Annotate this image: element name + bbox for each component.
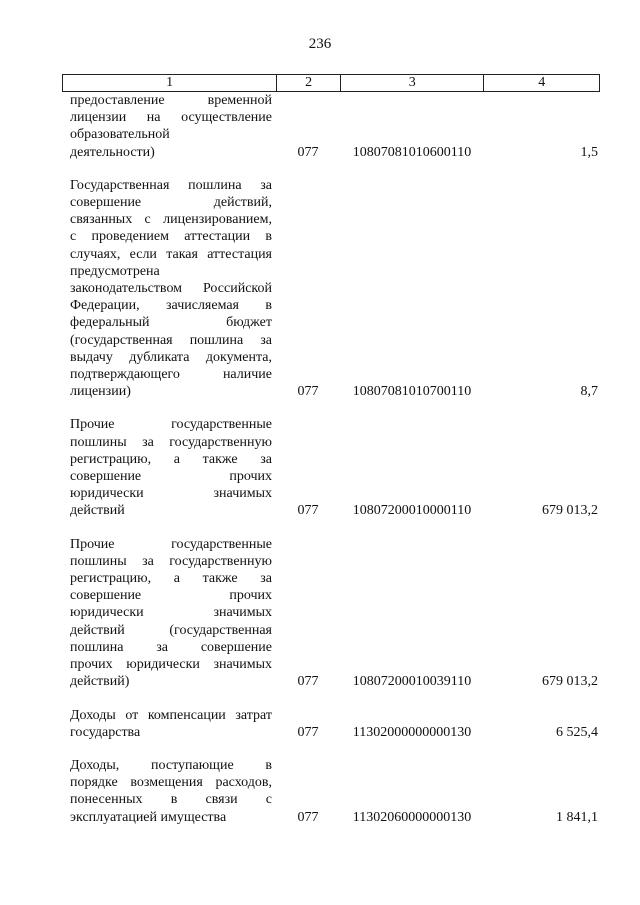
description-line: связанных с лицензированием, — [70, 212, 272, 228]
row-budget-code: 10807200010000110 — [352, 503, 472, 519]
column-header-4: 4 — [483, 75, 599, 91]
table-row — [62, 92, 600, 161]
row-description — [62, 416, 276, 519]
description-line: пошлина за совершение — [70, 639, 272, 655]
row-amount: 679 013,2 — [542, 674, 598, 690]
description-line: лицензии) — [70, 384, 131, 400]
description-line: Федерации, зачисляемая в — [70, 298, 272, 314]
description-line: юридически значимых — [70, 605, 272, 621]
description-line: эксплуатацией имущества — [70, 809, 227, 825]
description-line: действий) — [70, 674, 130, 690]
column-header-2: 2 — [276, 75, 340, 91]
row-budget-code: 11302060000000130 — [352, 809, 472, 825]
page-number: 236 — [308, 36, 332, 52]
row-description — [62, 536, 276, 691]
description-line: совершение прочих — [70, 588, 272, 604]
row-budget-code: 11302000000000130 — [352, 724, 472, 740]
description-line: совершение действий, — [70, 195, 272, 211]
description-line: образовательной — [70, 127, 170, 143]
row-amount: 679 013,2 — [542, 503, 598, 519]
description-line: юридически значимых — [70, 486, 272, 502]
description-line: деятельности) — [70, 144, 155, 160]
description-line: законодательством Российской — [70, 281, 272, 297]
description-line: Доходы, поступающие в — [70, 757, 272, 773]
description-line: регистрацию, а также за — [70, 571, 272, 587]
description-line: Прочие государственные — [70, 417, 272, 433]
column-header-3: 3 — [340, 75, 483, 91]
row-admin-code: 077 — [297, 384, 319, 400]
row-admin-code: 077 — [297, 724, 319, 740]
description-line: регистрацию, а также за — [70, 451, 272, 467]
row-description — [62, 92, 276, 161]
row-description — [62, 757, 276, 826]
row-budget-code: 10807200010039110 — [352, 674, 472, 690]
description-line: действий — [70, 503, 125, 519]
description-line: пошлины за государственную — [70, 553, 272, 569]
description-line: подтверждающего наличие — [70, 367, 272, 383]
row-budget-code: 10807081010600110 — [352, 144, 472, 160]
table-row — [62, 536, 600, 691]
description-line: с проведением аттестации в — [70, 229, 272, 245]
description-line: Прочие государственные — [70, 536, 272, 552]
row-amount: 1,5 — [580, 144, 598, 160]
description-line: (государственная пошлина за — [70, 332, 272, 348]
row-admin-code: 077 — [297, 809, 319, 825]
row-admin-code: 077 — [297, 674, 319, 690]
table-row — [62, 707, 600, 741]
row-amount: 8,7 — [580, 384, 598, 400]
row-admin-code: 077 — [297, 503, 319, 519]
table-row — [62, 416, 600, 519]
row-admin-code: 077 — [297, 144, 319, 160]
table-row — [62, 177, 600, 401]
description-line: государства — [70, 724, 141, 740]
description-line: предоставление временной — [70, 93, 272, 108]
description-line: предусмотрена — [70, 263, 160, 279]
description-line: совершение прочих — [70, 469, 272, 485]
description-line: порядке возмещения расходов, — [70, 775, 272, 791]
table-body — [62, 92, 600, 842]
description-line: понесенных в связи с — [70, 792, 272, 808]
description-line: федеральный бюджет — [70, 315, 272, 331]
row-description — [62, 707, 276, 741]
description-line: действий (государственная — [70, 622, 272, 638]
table-header-row — [62, 74, 600, 92]
row-amount: 1 841,1 — [556, 809, 598, 825]
description-line: выдачу дубликата документа, — [70, 349, 272, 365]
description-line: Государственная пошлина за — [70, 177, 272, 193]
description-line: лицензии на осуществление — [70, 110, 272, 126]
description-line: прочих юридически значимых — [70, 657, 272, 673]
row-description — [62, 177, 276, 401]
description-line: Доходы от компенсации затрат — [70, 707, 272, 723]
row-budget-code: 10807081010700110 — [352, 384, 472, 400]
row-amount: 6 525,4 — [556, 724, 598, 740]
table-row — [62, 757, 600, 826]
description-line: пошлины за государственную — [70, 434, 272, 450]
description-line: случаях, если такая аттестация — [70, 246, 272, 262]
column-header-1: 1 — [166, 75, 174, 90]
